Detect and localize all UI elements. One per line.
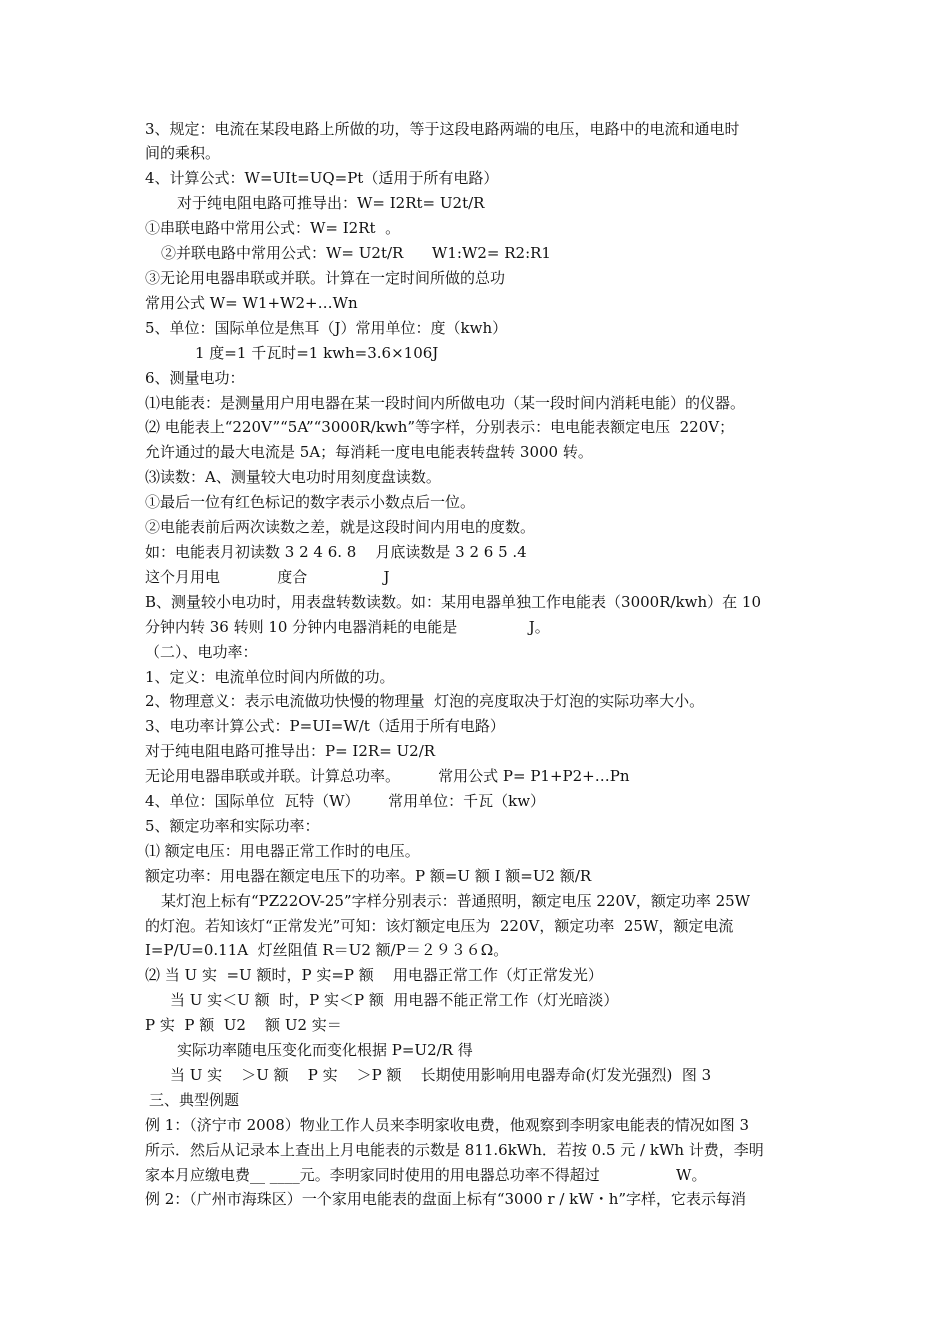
text-line: ③无论用电器串联或并联。计算在一定时间所做的总功 (145, 269, 506, 287)
text-line: ①最后一位有红色标记的数字表示小数点后一位。 (145, 493, 476, 511)
text-line: 额定功率：用电器在额定电压下的功率。P 额=U 额 I 额=U2 额/R (145, 867, 592, 885)
text-line: I=P/U=0.11A 灯丝阻值 R＝U2 额/P＝２９３６Ω。 (145, 941, 509, 959)
text-line: 某灯泡上标有“PZ22OV-25”字样分别表示：普通照明，额定电压 220V，额定功率 25W (161, 892, 751, 910)
text-line: 3、规定：电流在某段电路上所做的功，等于这段电路两端的电压，电路中的电流和通电时 (145, 120, 740, 138)
text-line: 1、定义：电流单位时间内所做的功。 (145, 668, 395, 686)
text-line: 分钟内转 36 转则 10 分钟内电器消耗的电能是 J。 (145, 618, 550, 636)
text-line: B、测量较小电功时，用表盘转数读数。如：某用电器单独工作电能表（3000R/kwh）在 10 (145, 593, 761, 611)
text-line: 实际功率随电压变化而变化根据 P=U2/R 得 (177, 1041, 473, 1059)
text-line: ①串联电路中常用公式：W= I2Rt 。 (145, 219, 401, 237)
text-line: ⑴ 额定电压：用电器正常工作时的电压。 (145, 842, 420, 860)
text-line: 如：电能表月初读数 3 2 4 6. 8 月底读数是 3 2 6 5 .4 (145, 543, 527, 561)
text-line: 家本月应缴电费__ ____元。李明家同时使用的用电器总功率不得超过 W。 (145, 1166, 707, 1184)
text-line: 间的乘积。 (145, 144, 221, 162)
text-line: 三、典型例题 (149, 1091, 240, 1109)
text-line: 3、电功率计算公式：P=UI=W/t（适用于所有电路） (145, 717, 505, 735)
text-line: 允许通过的最大电流是 5A；每消耗一度电电能表转盘转 3000 转。 (145, 443, 593, 461)
text-line: 当 U 实＜U 额 时，P 实＜P 额 用电器不能正常工作（灯光暗淡） (170, 991, 619, 1009)
text-line: 6、测量电功： (145, 369, 245, 387)
text-line: 无论用电器串联或并联。计算总功率。 常用公式 P= P1+P2+…Pn (145, 767, 630, 785)
text-line: 的灯泡。若知该灯“正常发光”可知：该灯额定电压为 220V，额定功率 25W，额定电流 (145, 917, 734, 935)
text-line: 4、计算公式：W=UIt=UQ=Pt（适用于所有电路） (145, 169, 499, 187)
text-line: 例 2：（广州市海珠区）一个家用电能表的盘面上标有“3000 r / kW・h”字样，它表示每消 (145, 1190, 747, 1208)
text-line: ⑶读数：A、测量较大电功时用刻度盘读数。 (145, 468, 441, 486)
text-line: 所示．然后从记录本上查出上月电能表的示数是 811.6kWh．若按 0.5 元 / kWh 计费，李明 (145, 1141, 764, 1159)
text-line: 对于纯电阻电路可推导出：W= I2Rt= U2t/R (177, 194, 485, 212)
text-line: （二）、电功率： (145, 643, 258, 661)
text-line: P 实 P 额 U2 额 U2 实＝ (145, 1016, 342, 1034)
text-line: ⑴电能表：是测量用户用电器在某一段时间内所做电功（某一段时间内消耗电能）的仪器。 (145, 394, 746, 412)
text-line: 对于纯电阻电路可推导出：P= I2R= U2/R (145, 742, 436, 760)
text-line: ⑵ 当 U 实 =U 额时，P 实=P 额 用电器正常工作（灯正常发光） (145, 966, 603, 984)
text-line: ②并联电路中常用公式：W= U2t/R W1:W2= R2:R1 (161, 244, 551, 262)
text-line: 这个月用电 度合 J (145, 568, 390, 586)
text-line: 5、单位：国际单位是焦耳（J）常用单位：度（kwh） (145, 319, 508, 337)
text-line: 2、物理意义：表示电流做功快慢的物理量 灯泡的亮度取决于灯泡的实际功率大小。 (145, 692, 705, 710)
text-line: 常用公式 W= W1+W2+…Wn (145, 294, 358, 312)
text-line: 4、单位：国际单位 瓦特（W） 常用单位：千瓦（kw） (145, 792, 546, 810)
text-line: ⑵ 电能表上“220V”“5A”“3000R/kwh”等字样，分别表示：电电能表额定电压 220V； (145, 418, 735, 436)
text-line: 1 度=1 千瓦时=1 kwh=3.6×106J (195, 344, 439, 362)
text-line: 当 U 实 ＞U 额 P 实 ＞P 额 长期使用影响用电器寿命(灯发光强烈) 图 3 (170, 1066, 712, 1084)
text-line: ②电能表前后两次读数之差，就是这段时间内用电的度数。 (145, 518, 536, 536)
text-line: 例 1：（济宁市 2008）物业工作人员来李明家收电费，他观察到李明家电能表的情况如图 3 (145, 1116, 750, 1134)
text-line: 5、额定功率和实际功率： (145, 817, 320, 835)
